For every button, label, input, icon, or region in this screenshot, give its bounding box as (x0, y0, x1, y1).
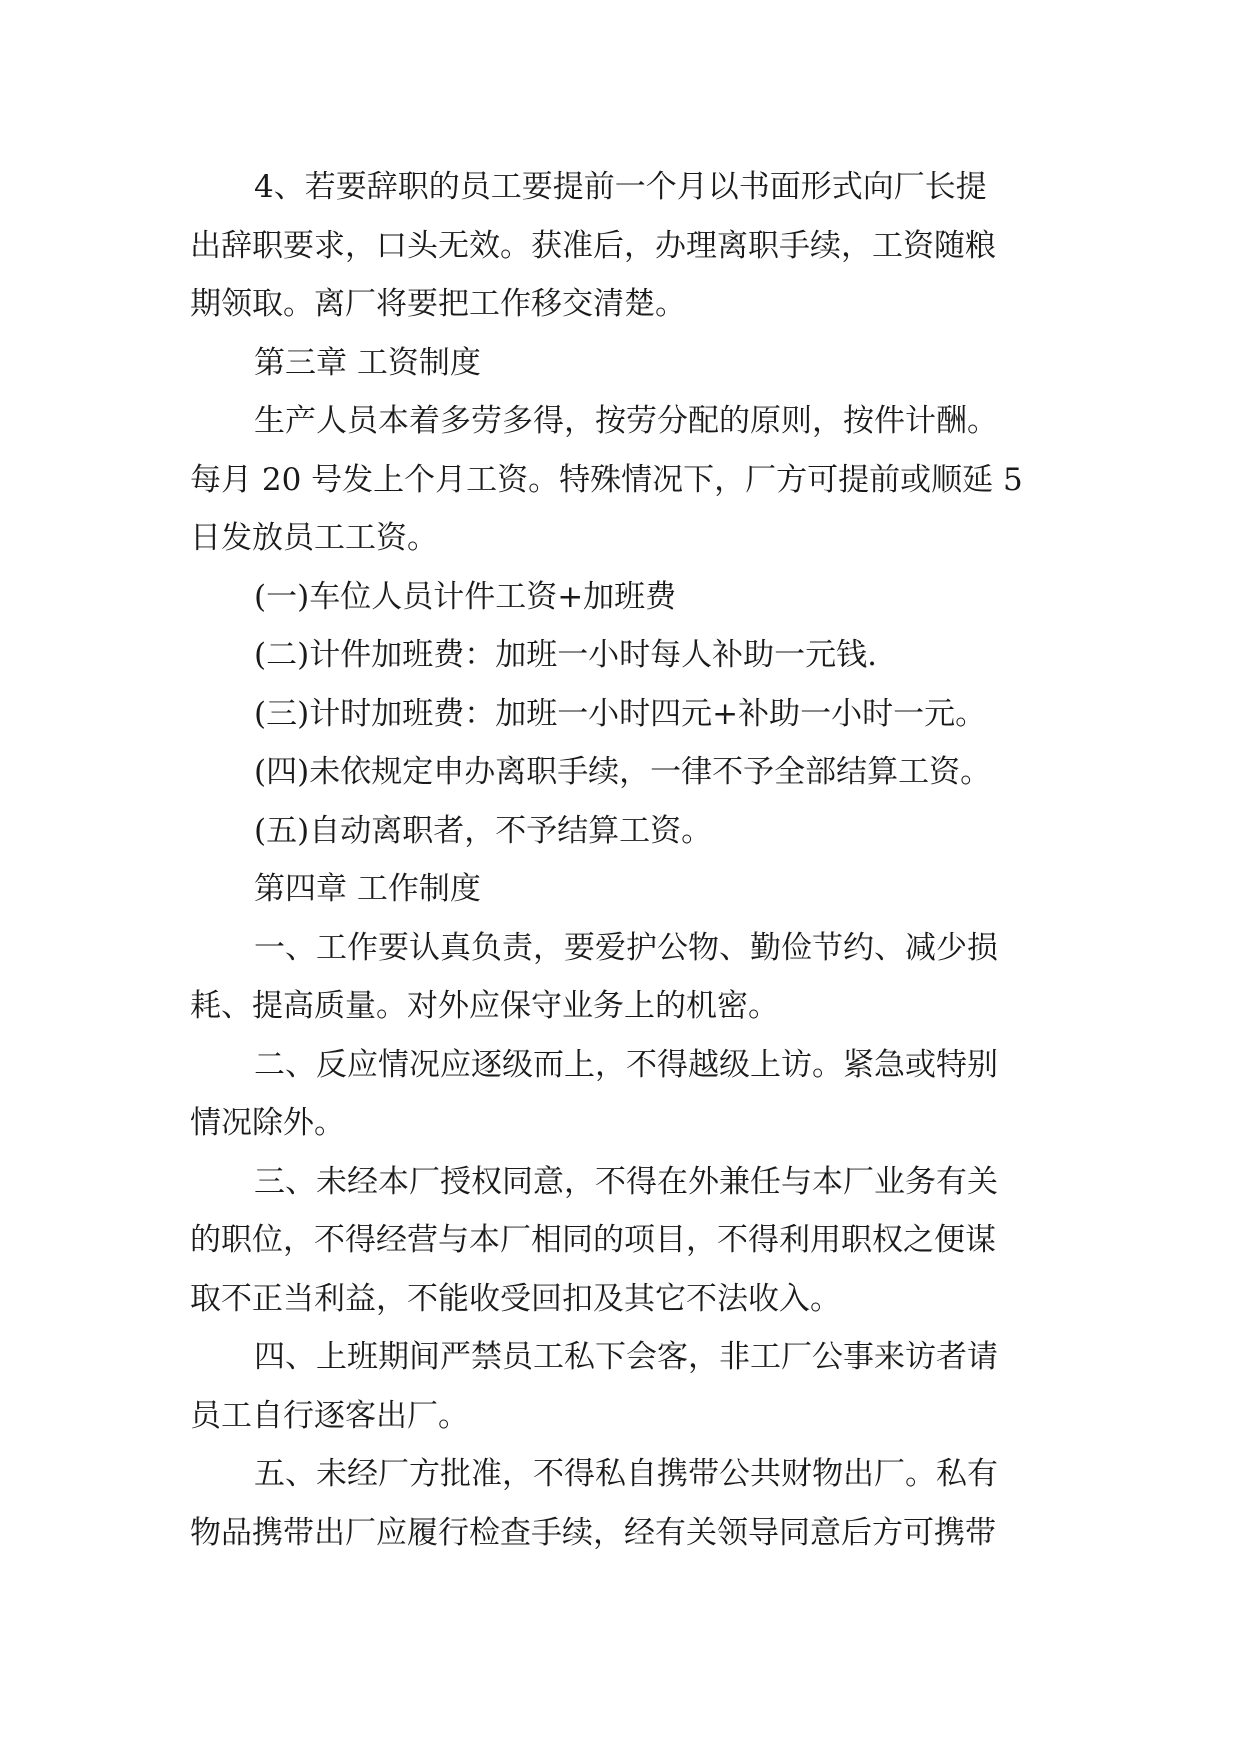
text-line: (二)计件加班费：加班一小时每人补助一元钱. (254, 637, 878, 673)
text-line: 每月 20 号发上个月工资。特殊情况下，厂方可提前或顺延 5 (190, 461, 1023, 498)
text-line: 第四章 工作制度 (254, 871, 481, 907)
text-line: 三、未经本厂授权同意，不得在外兼任与本厂业务有关 (254, 1163, 998, 1200)
text-line: 五、未经厂方批准，不得私自携带公共财物出厂。私有 (254, 1456, 998, 1492)
document-body (190, 158, 1050, 1562)
text-line: 情况除外。 (190, 1105, 345, 1141)
text-line: 员工自行逐客出厂。 (190, 1397, 469, 1434)
text-line: 生产人员本着多劳多得，按劳分配的原则，按件计酬。 (254, 403, 998, 439)
text-line: 出辞职要求，口头无效。获准后，办理离职手续，工资随粮 (190, 227, 996, 264)
text-line: 物品携带出厂应履行检查手续，经有关领导同意后方可携带 (190, 1514, 996, 1551)
text-line: (五)自动离职者，不予结算工资。 (254, 812, 713, 849)
text-line: 四、上班期间严禁员工私下会客，非工厂公事来访者请 (254, 1339, 998, 1375)
text-line: 4、若要辞职的员工要提前一个月以书面形式向厂长提 (254, 169, 987, 205)
text-line: 第三章 工资制度 (254, 344, 481, 381)
text-line: 取不正当利益，不能收受回扣及其它不法收入。 (190, 1280, 841, 1317)
text-line: (四)未依规定申办离职手续，一律不予全部结算工资。 (254, 754, 992, 790)
text-line: (三)计时加班费：加班一小时四元+补助一小时一元。 (254, 695, 987, 732)
text-line: 的职位，不得经营与本厂相同的项目，不得利用职权之便谋 (190, 1222, 996, 1258)
text-line: 期领取。离厂将要把工作移交清楚。 (190, 286, 686, 322)
text-line: 二、反应情况应逐级而上，不得越级上访。紧急或特别 (254, 1046, 998, 1083)
text-line: 耗、提高质量。对外应保守业务上的机密。 (190, 988, 779, 1024)
text-line: (一)车位人员计件工资+加班费 (254, 578, 677, 615)
text-line: 一、工作要认真负责，要爱护公物、勤俭节约、减少损 (254, 929, 998, 966)
text-line: 日发放员工工资。 (190, 520, 438, 556)
